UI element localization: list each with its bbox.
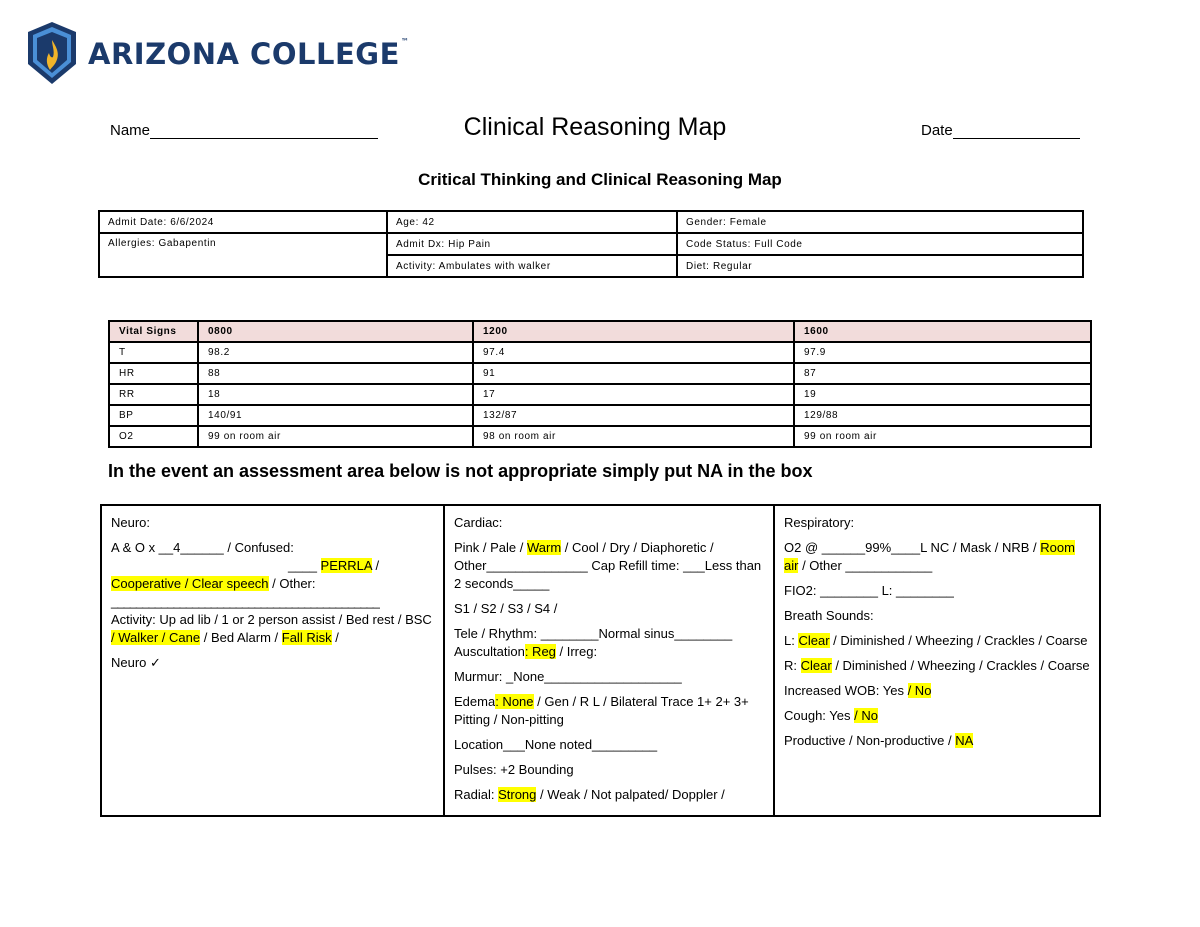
shield-flame-icon [26, 20, 78, 86]
cough-no-highlight: / No [854, 708, 878, 723]
vitals-value: 97.9 [794, 342, 1091, 363]
date-field[interactable] [921, 122, 1080, 139]
murmur: Murmur: _None___________________ [454, 669, 682, 684]
cardiac-title: Cardiac: [454, 515, 503, 530]
neuro-title: Neuro: [111, 515, 151, 530]
logo-wordmark: ARIZONA COLLEGE™ [88, 37, 410, 71]
vitals-value: 140/91 [198, 405, 473, 426]
vitals-value: 18 [198, 384, 473, 405]
strong-highlight: Strong [498, 787, 537, 802]
vitals-value: 88 [198, 363, 473, 384]
na-highlight: NA [955, 733, 974, 748]
vitals-header-cell: 0800 [198, 321, 473, 342]
vitals-label: HR [109, 363, 198, 384]
vitals-value: 98 on room air [473, 426, 794, 447]
tele-rhythm: Tele / Rhythm: ________Normal sinus________ [454, 626, 733, 641]
vitals-row-bp [109, 405, 1091, 426]
vitals-header-row [109, 321, 1091, 342]
vitals-label: RR [109, 384, 198, 405]
cardiac-skin: Pink / Pale / Warm / Cool / Dry / Diaphoretic / Other______________ Cap Refill time: ___Less than 2 seconds_____ [454, 540, 762, 591]
perrla-highlight: PERRLA [320, 558, 372, 573]
vitals-value: 99 on room air [794, 426, 1091, 447]
cough: Cough: Yes / No [784, 708, 878, 723]
right-clear-highlight: Clear [800, 658, 832, 673]
activity-cell: Activity: Ambulates with walker [387, 255, 677, 277]
vitals-value: 98.2 [198, 342, 473, 363]
vitals-row-temp [109, 342, 1091, 363]
date-label: Date [921, 122, 953, 139]
increased-wob: Increased WOB: Yes / No [784, 683, 932, 698]
heart-sounds: S1 / S2 / S3 / S4 / [454, 601, 558, 616]
vitals-header-cell: 1200 [473, 321, 794, 342]
left-clear-highlight: Clear [798, 633, 830, 648]
edema-location: Location___None noted_________ [454, 737, 658, 752]
vitals-header-cell: Vital Signs [109, 321, 198, 342]
vitals-value: 129/88 [794, 405, 1091, 426]
vitals-value: 99 on room air [198, 426, 473, 447]
admit-dx-cell: Admit Dx: Hip Pain [387, 233, 677, 255]
productive: Productive / Non-productive / NA [784, 733, 974, 748]
fio2: FIO2: ________ L: ________ [784, 583, 954, 598]
breath-sounds-right: R: Clear / Diminished / Wheezing / Crackles / Coarse [784, 658, 1090, 673]
college-logo [26, 20, 409, 86]
cardiac-box[interactable] [444, 505, 774, 816]
wob-no-highlight: / No [907, 683, 932, 698]
neuro-orientation: A & O x __4______ / Confused: ____ PERRLA / Cooperative / Clear speech / Other: ___________________________________________ Activity: Up ad lib / 1 or 2 person assist / Bed rest / BSC / Walker / Cane / Bed Alarm / Fall Risk / [111, 540, 432, 645]
vitals-label: T [109, 342, 198, 363]
cooperative-highlight: Cooperative / Clear speech [111, 576, 269, 591]
respiratory-title: Respiratory: [784, 515, 855, 530]
patient-info-table [98, 210, 1084, 278]
vitals-row-o2 [109, 426, 1091, 447]
code-status-cell: Code Status: Full Code [677, 233, 1083, 255]
neuro-check: Neuro ✓ [111, 655, 161, 670]
vitals-value: 132/87 [473, 405, 794, 426]
vital-signs-table [108, 320, 1092, 448]
vitals-value: 17 [473, 384, 794, 405]
date-blank[interactable] [953, 124, 1080, 139]
page-title: Clinical Reasoning Map [463, 113, 727, 141]
assessment-table [100, 504, 1101, 817]
diet-cell: Diet: Regular [677, 255, 1083, 277]
vitals-row-hr [109, 363, 1091, 384]
vitals-value: 19 [794, 384, 1091, 405]
walker-cane-highlight: / Walker / Cane [111, 630, 201, 645]
edema: Edema: None / Gen / R L / Bilateral Trace 1+ 2+ 3+ Pitting / Non-pitting [454, 694, 749, 727]
gender-cell: Gender: Female [677, 211, 1083, 233]
map-subtitle: Critical Thinking and Clinical Reasoning Map [418, 170, 782, 189]
room-air-highlight: Room air [784, 540, 1075, 573]
vitals-label: BP [109, 405, 198, 426]
allergies-cell: Allergies: Gabapentin [99, 233, 387, 277]
breath-sounds-label: Breath Sounds: [784, 608, 874, 623]
neuro-box[interactable] [101, 505, 444, 816]
warm-highlight: Warm [526, 540, 562, 555]
vitals-value: 91 [473, 363, 794, 384]
vitals-header-cell: 1600 [794, 321, 1091, 342]
admit-date-cell: Admit Date: 6/6/2024 [99, 211, 387, 233]
radial-pulse: Radial: Strong / Weak / Not palpated/ Doppler / [454, 787, 725, 802]
respiratory-box[interactable] [774, 505, 1100, 816]
pulses: Pulses: +2 Bounding [454, 762, 574, 777]
name-label: Name [110, 122, 151, 139]
vitals-value: 87 [794, 363, 1091, 384]
vitals-label: O2 [109, 426, 198, 447]
na-instruction: In the event an assessment area below is not appropriate simply put NA in the box [108, 461, 813, 481]
vitals-row-rr [109, 384, 1091, 405]
breath-sounds-left: L: Clear / Diminished / Wheezing / Crackles / Coarse [784, 633, 1088, 648]
auscultation: Auscultation: Reg / Irreg: [454, 644, 598, 659]
vitals-value: 97.4 [473, 342, 794, 363]
edema-none-highlight: : None [495, 694, 534, 709]
age-cell: Age: 42 [387, 211, 677, 233]
fall-risk-highlight: Fall Risk [281, 630, 332, 645]
oxygen-delivery: O2 @ ______99%____L NC / Mask / NRB / Room air / Other ____________ [784, 540, 1075, 573]
reg-highlight: : Reg [524, 644, 556, 659]
